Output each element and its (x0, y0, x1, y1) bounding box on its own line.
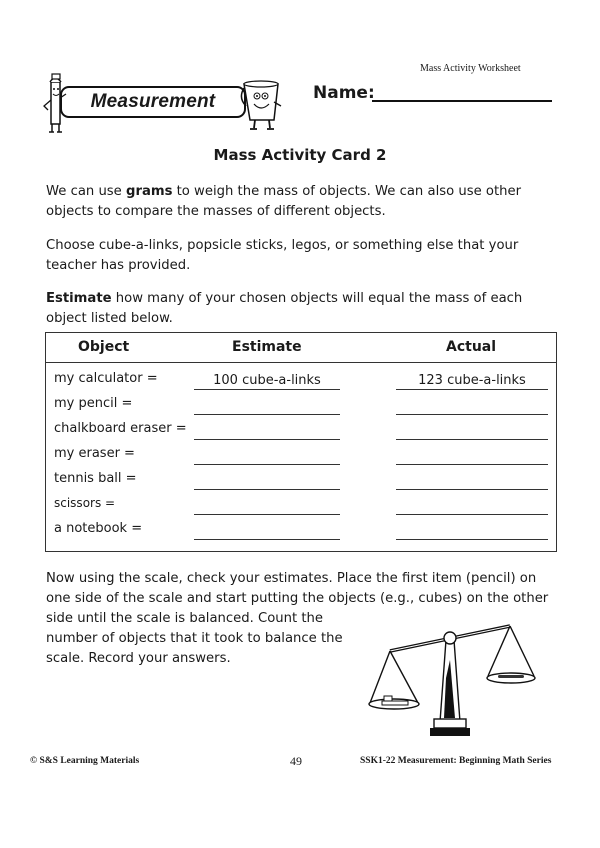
actual-field[interactable]: 123 cube-a-links (396, 372, 548, 390)
footer-copyright: © S&S Learning Materials (30, 756, 140, 766)
instructions-line-1: Now using the scale, check your estimates. Place the first item (pencil) on (46, 571, 537, 586)
actual-field[interactable] (396, 472, 548, 490)
estimate-keyword: Estimate (46, 291, 112, 306)
page-title: Mass Activity Card 2 (213, 146, 387, 164)
estimate-field[interactable] (194, 397, 340, 415)
object-label: tennis ball = (54, 471, 137, 486)
table-header (46, 333, 556, 363)
estimate-field[interactable]: 100 cube-a-links (194, 372, 340, 390)
actual-field[interactable] (396, 397, 548, 415)
name-label: Name: (313, 83, 375, 103)
footer-series: SSK1-22 Measurement: Beginning Math Series (360, 756, 552, 766)
instructions-line-2: one side of the scale and start putting the objects (e.g., cubes) on the other (46, 591, 549, 606)
actual-field[interactable] (396, 522, 548, 540)
object-label: my calculator = (54, 371, 158, 386)
object-label: my pencil = (54, 396, 133, 411)
page-number: 49 (290, 754, 302, 768)
estimate-field[interactable] (194, 497, 340, 515)
table-row (46, 419, 556, 444)
estimate-field[interactable] (194, 447, 340, 465)
header-estimate: Estimate (232, 339, 302, 355)
actual-field[interactable] (396, 422, 548, 440)
name-field[interactable] (372, 100, 552, 102)
table-row (46, 469, 556, 494)
instructions-line-3: side until the scale is balanced. Count the (46, 611, 324, 626)
intro-text: to weigh the mass of objects. We can also use other objects to compare the masses of different objects. (46, 184, 522, 219)
banner-title: Measurement (90, 91, 216, 112)
intro-paragraph-1 (46, 182, 566, 222)
estimate-table (45, 332, 557, 552)
table-row (46, 494, 556, 519)
object-label: chalkboard eraser = (54, 421, 187, 436)
table-row (46, 444, 556, 469)
table-row (46, 394, 556, 419)
intro-text: how many of your chosen objects will equal the mass of each object listed below. (46, 291, 523, 326)
estimate-field[interactable] (194, 422, 340, 440)
instructions-line-4: number of objects that it took to balance the (46, 631, 343, 646)
estimate-field[interactable] (194, 472, 340, 490)
object-label: a notebook = (54, 521, 143, 536)
series-label: Mass Activity Worksheet (420, 63, 521, 74)
balance-scale-icon (360, 618, 560, 744)
actual-field[interactable] (396, 447, 548, 465)
intro-text: We can use (46, 184, 126, 199)
grams-keyword: grams (126, 184, 173, 199)
estimate-field[interactable] (194, 522, 340, 540)
measurement-banner (60, 86, 246, 118)
table-row (46, 369, 556, 394)
intro-paragraph-3 (46, 289, 566, 329)
measuring-cup-mascot-icon (238, 78, 284, 133)
object-label: my eraser = (54, 446, 135, 461)
header-actual: Actual (446, 339, 497, 355)
header-object: Object (78, 339, 130, 355)
instructions-line-5: scale. Record your answers. (46, 651, 231, 666)
intro-paragraph-2: Choose cube-a-links, popsicle sticks, legos, or something else that your teacher has provided. (46, 238, 519, 273)
actual-field[interactable] (396, 497, 548, 515)
object-label: scissors = (54, 496, 116, 510)
table-row (46, 519, 556, 544)
